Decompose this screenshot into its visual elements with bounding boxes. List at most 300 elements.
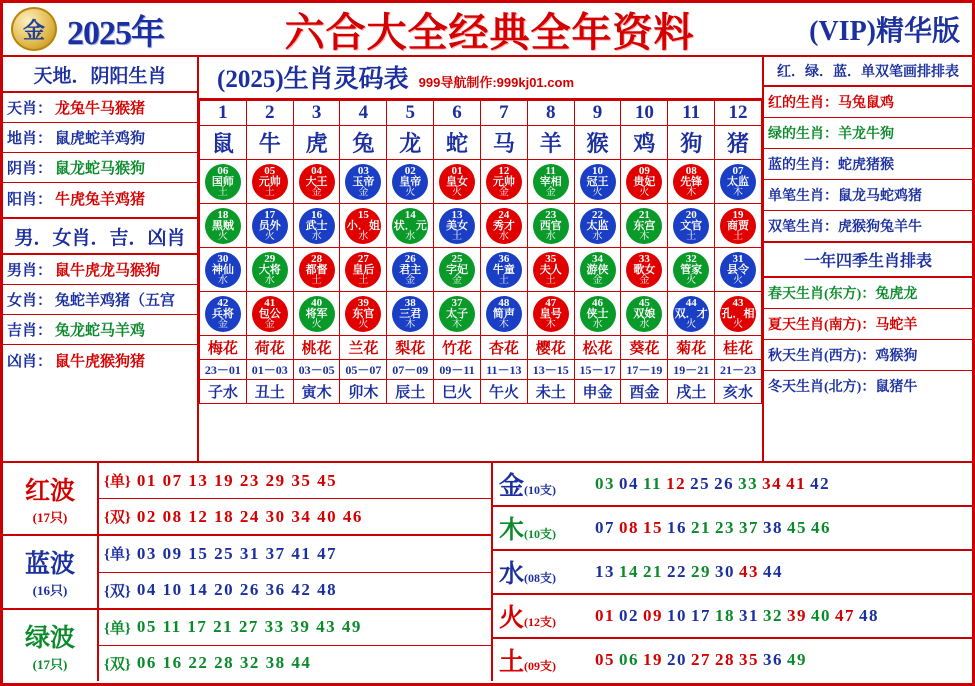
wave-name: 蓝波	[24, 551, 75, 579]
flower-name: 荷花	[246, 336, 293, 360]
heaven-earth-row	[3, 183, 197, 213]
code-ball	[293, 160, 340, 204]
element-number: 31	[739, 606, 759, 625]
code-ball	[621, 160, 668, 204]
code-ball	[480, 292, 527, 336]
element-number: 01	[595, 606, 615, 625]
wave-count: (16只)	[32, 583, 68, 599]
element-numbers	[595, 650, 972, 670]
hour-range: 11－13	[480, 360, 527, 380]
number-ball: 10 冠王 火	[580, 164, 616, 200]
code-ball	[340, 248, 387, 292]
element-label	[499, 466, 595, 502]
left-column	[3, 57, 199, 461]
hour-range: 17－19	[621, 360, 668, 380]
middle-column	[199, 57, 764, 461]
zodiac-table-title: (2025)生肖灵码表	[217, 66, 409, 93]
code-ball	[715, 204, 762, 248]
code-ball	[246, 248, 293, 292]
wave-number-row	[99, 610, 491, 646]
branch-element: 丑土	[246, 380, 293, 404]
code-ball	[200, 160, 247, 204]
number-ball: 13 美女 土	[439, 208, 475, 244]
page-title: 六合大全经典全年资料	[284, 9, 695, 55]
wave-rows	[99, 610, 491, 681]
element-number: 32	[763, 606, 783, 625]
wave-name: 红波	[24, 478, 75, 506]
element-number: 17	[691, 606, 711, 625]
season-zodiac-row: 秋天生肖(西方)：鸡猴狗	[764, 340, 972, 371]
column-number: 9	[574, 101, 621, 126]
branch-element: 辰土	[387, 380, 434, 404]
zodiac-name: 猴	[574, 126, 621, 160]
code-ball	[574, 204, 621, 248]
number-ball: 14 状．元 水	[393, 208, 427, 242]
wave-block	[3, 536, 491, 609]
flower-name: 樱花	[527, 336, 574, 360]
season-zodiac-row: 夏天生肖(南方)：马蛇羊	[764, 309, 972, 340]
column-number: 1	[200, 101, 247, 126]
wave-label	[3, 536, 99, 607]
column-number-row	[200, 101, 762, 126]
column-number: 7	[480, 101, 527, 126]
number-ball: 48 简声 木	[486, 296, 522, 332]
element-number: 23	[715, 518, 735, 537]
number-ball: 46 侠士 水	[580, 296, 616, 332]
code-ball	[715, 292, 762, 336]
element-number: 11	[643, 474, 663, 493]
element-name: 金	[499, 473, 525, 500]
zodiac-code-table	[199, 100, 762, 404]
element-number: 30	[715, 562, 735, 581]
code-ball	[668, 204, 715, 248]
code-ball	[387, 160, 434, 204]
hour-range: 13－15	[527, 360, 574, 380]
element-label	[499, 554, 595, 590]
heaven-earth-value: 牛虎兔羊鸡猪	[55, 191, 146, 208]
flower-name: 松花	[574, 336, 621, 360]
element-count: (08支)	[524, 571, 557, 585]
element-number: 14	[619, 562, 639, 581]
flower-name: 梅花	[200, 336, 247, 360]
right-section-title: 红．绿．蓝．单双笔画排排表	[764, 57, 972, 87]
element-number: 29	[691, 562, 711, 581]
element-number: 20	[667, 650, 687, 669]
code-ball-row	[200, 204, 762, 248]
element-number: 33	[738, 474, 759, 493]
color-zodiac-row: 单笔生肖：鼠龙马蛇鸡猪	[764, 180, 972, 211]
element-number: 41	[786, 474, 807, 493]
flower-name: 葵花	[621, 336, 668, 360]
element-number: 16	[667, 518, 687, 537]
wave-numbers: 01 07 13 19 23 29 35 45	[136, 470, 338, 490]
zodiac-table-header	[199, 57, 762, 100]
season-zodiac-row: 春天生肖(东方)：兔虎龙	[764, 278, 972, 309]
number-ball: 17 员外 火	[252, 208, 288, 244]
code-ball	[574, 248, 621, 292]
number-ball: 05 元帅 土	[252, 164, 288, 200]
column-number: 4	[340, 101, 387, 126]
zodiac-name: 鼠	[200, 126, 247, 160]
code-ball	[621, 204, 668, 248]
season-rows	[764, 278, 972, 401]
heaven-earth-value: 鼠虎蛇羊鸡狗	[55, 131, 146, 147]
odd-even-tag: {单}	[104, 547, 131, 564]
element-number: 04	[619, 474, 639, 493]
element-numbers	[595, 474, 972, 494]
element-block	[493, 507, 972, 551]
left-section2-title: 男．女肖．吉．凶肖	[3, 219, 197, 255]
code-ball	[574, 160, 621, 204]
code-ball	[621, 248, 668, 292]
header	[3, 3, 972, 57]
element-number: 05	[595, 650, 615, 669]
zodiac-name: 狗	[668, 126, 715, 160]
hour-range: 23－01	[200, 360, 247, 380]
number-ball: 06 国师 土	[205, 164, 241, 200]
element-number: 15	[643, 518, 663, 537]
heaven-earth-label: 阳肖：	[7, 191, 53, 208]
element-count: (10支)	[524, 527, 557, 541]
code-ball	[527, 160, 574, 204]
number-ball: 07 太监 木	[720, 164, 756, 200]
season-zodiac-row: 冬天生肖(北方)：鼠猪牛	[768, 380, 918, 395]
code-ball	[527, 248, 574, 292]
element-number: 07	[595, 518, 615, 537]
element-number: 34	[762, 474, 783, 493]
element-number: 21	[643, 562, 663, 581]
zodiac-name: 鸡	[621, 126, 668, 160]
code-ball	[293, 204, 340, 248]
code-ball	[434, 248, 481, 292]
color-zodiac-row: 双笔生肖：虎猴狗兔羊牛	[768, 220, 922, 235]
male-female-value: 兔龙蛇马羊鸡	[55, 323, 146, 339]
heaven-earth-label: 天肖：	[7, 101, 53, 117]
element-number: 36	[763, 650, 783, 669]
number-ball: 21 东宫 木	[626, 208, 662, 244]
logo-icon: 金	[11, 7, 57, 51]
number-ball: 39 东官 火	[345, 296, 381, 332]
element-number: 46	[811, 518, 831, 537]
wave-number-row	[99, 499, 491, 534]
heaven-earth-value: 鼠龙蛇马猴狗	[55, 161, 146, 177]
heaven-earth-label: 地肖：	[7, 131, 53, 147]
wave-name: 绿波	[24, 624, 75, 652]
code-ball	[668, 292, 715, 336]
zodiac-name: 蛇	[434, 126, 481, 160]
number-ball: 03 玉帝 金	[345, 164, 381, 200]
branch-element-row	[200, 380, 762, 404]
element-name: 水	[499, 561, 525, 588]
zodiac-name-row	[200, 126, 762, 160]
wave-numbers: 04 10 14 20 26 36 42 48	[136, 580, 338, 600]
number-ball: 34 游侠 金	[580, 252, 616, 288]
code-ball	[246, 204, 293, 248]
number-ball: 27 皇后 土	[345, 252, 381, 288]
code-ball-row	[200, 248, 762, 292]
code-ball	[246, 160, 293, 204]
element-number: 38	[763, 518, 783, 537]
element-number: 19	[643, 650, 663, 669]
code-ball	[340, 204, 387, 248]
element-count: (12支)	[524, 615, 557, 629]
five-elements-table	[493, 463, 972, 681]
male-female-label: 女肖：	[7, 293, 53, 309]
element-numbers	[595, 562, 972, 582]
number-ball: 20 文官 土	[673, 208, 709, 244]
male-female-value: 鼠牛虎猴狗猪	[55, 353, 146, 370]
male-female-value: 兔蛇羊鸡猪（五宫	[55, 293, 176, 309]
code-ball	[668, 248, 715, 292]
code-ball	[340, 292, 387, 336]
number-ball: 37 太子 木	[439, 296, 475, 332]
code-ball	[293, 248, 340, 292]
number-ball: 11 宰相 金	[533, 164, 569, 200]
code-ball	[340, 160, 387, 204]
number-ball: 41 包公 金	[252, 296, 288, 332]
element-number: 40	[811, 606, 831, 625]
element-name: 土	[499, 649, 525, 676]
code-ball	[434, 160, 481, 204]
hour-range: 05－07	[340, 360, 387, 380]
branch-element: 卯木	[340, 380, 387, 404]
element-number: 25	[690, 474, 711, 493]
wave-block	[3, 610, 491, 681]
male-female-label: 吉肖：	[7, 323, 53, 339]
vip-badge: (VIP)精华版	[809, 16, 960, 47]
code-ball	[480, 160, 527, 204]
wave-numbers: 05 11 17 21 27 33 39 43 49	[136, 617, 362, 637]
code-ball	[246, 292, 293, 336]
flower-name-row	[200, 336, 762, 360]
element-block	[493, 551, 972, 595]
zodiac-name: 羊	[527, 126, 574, 160]
element-number: 37	[739, 518, 759, 537]
element-number: 13	[595, 562, 615, 581]
hour-range: 15－17	[574, 360, 621, 380]
code-ball	[200, 248, 247, 292]
flower-name: 兰花	[340, 336, 387, 360]
code-ball	[200, 292, 247, 336]
color-zodiac-row: 蓝的生肖：蛇虎猪猴	[764, 149, 972, 180]
wave-number-row	[99, 573, 491, 608]
heaven-earth-row	[3, 153, 197, 183]
heaven-earth-label: 阴肖：	[7, 161, 53, 177]
branch-element: 申金	[574, 380, 621, 404]
hour-range: 01－03	[246, 360, 293, 380]
element-number: 03	[595, 474, 615, 493]
hour-range: 03－05	[293, 360, 340, 380]
element-number: 35	[739, 650, 759, 669]
element-number: 22	[667, 562, 687, 581]
element-number: 10	[667, 606, 687, 625]
zodiac-name: 猪	[715, 126, 762, 160]
odd-even-tag: {双}	[104, 583, 131, 600]
number-ball: 15 小．姐 水	[346, 208, 380, 242]
wave-label	[3, 463, 99, 534]
number-ball: 08 先锋 木	[673, 164, 709, 200]
element-block	[493, 595, 972, 639]
right-rows	[764, 87, 972, 241]
number-ball: 36 牛童 土	[486, 252, 522, 288]
left-rows-male-female	[3, 255, 197, 375]
number-ball: 32 管家 火	[673, 252, 709, 288]
code-ball	[621, 292, 668, 336]
flower-name: 桃花	[293, 336, 340, 360]
code-ball	[434, 204, 481, 248]
column-number: 6	[434, 101, 481, 126]
element-numbers	[595, 518, 972, 538]
hour-range: 21－23	[715, 360, 762, 380]
element-name: 火	[499, 605, 525, 632]
wave-count: (17只)	[32, 656, 68, 672]
element-number: 02	[619, 606, 639, 625]
code-ball	[387, 248, 434, 292]
wave-number-row	[99, 463, 491, 499]
season-section-title: 一年四季生肖排表	[764, 241, 972, 278]
element-number: 27	[691, 650, 711, 669]
zodiac-name: 龙	[387, 126, 434, 160]
flower-name: 竹花	[434, 336, 481, 360]
code-ball	[480, 248, 527, 292]
number-ball: 09 贵妃 火	[626, 164, 662, 200]
element-number: 08	[619, 518, 639, 537]
element-number: 21	[691, 518, 711, 537]
left-section1-title: 天地．阴阳生肖	[3, 57, 197, 93]
code-ball	[668, 160, 715, 204]
number-ball: 43 孔．相 火	[721, 296, 755, 330]
number-ball: 42 兵将 金	[205, 296, 241, 332]
zodiac-name: 虎	[293, 126, 340, 160]
element-number: 48	[859, 606, 879, 625]
branch-element: 巳火	[434, 380, 481, 404]
male-female-row	[3, 315, 197, 345]
zodiac-name: 马	[480, 126, 527, 160]
number-ball: 01 皇女 火	[439, 164, 475, 200]
code-ball	[715, 248, 762, 292]
right-column	[764, 57, 972, 461]
flower-name: 梨花	[387, 336, 434, 360]
number-ball: 04 大王 金	[299, 164, 335, 200]
element-label	[499, 510, 595, 546]
male-female-label: 男肖：	[7, 263, 53, 279]
zodiac-name: 兔	[340, 126, 387, 160]
wave-number-row	[99, 646, 491, 681]
number-ball: 44 双．才 火	[674, 296, 708, 330]
number-ball: 40 将军 火	[299, 296, 335, 332]
odd-even-tag: {双}	[104, 656, 131, 673]
branch-element: 子水	[200, 380, 247, 404]
wave-table	[3, 463, 493, 681]
odd-even-tag: {单}	[104, 474, 131, 491]
element-number: 06	[619, 650, 639, 669]
number-ball: 18 黑贼 火	[205, 208, 241, 244]
number-ball: 12 元帅 金	[486, 164, 522, 200]
number-ball: 35 夫人 土	[533, 252, 569, 288]
column-number: 11	[668, 101, 715, 126]
number-ball: 02 皇帝 火	[392, 164, 428, 200]
male-female-value: 鼠牛虎龙马猴狗	[55, 263, 161, 279]
number-ball: 23 西官 水	[533, 208, 569, 244]
element-number: 28	[715, 650, 735, 669]
body	[3, 57, 972, 463]
flower-name: 菊花	[668, 336, 715, 360]
number-ball: 30 神仙 水	[205, 252, 241, 288]
year-title: 2025年	[67, 14, 164, 52]
element-number: 42	[810, 474, 831, 493]
code-ball	[527, 204, 574, 248]
element-numbers	[595, 606, 972, 626]
code-ball	[527, 292, 574, 336]
number-ball: 38 三君 木	[392, 296, 428, 332]
color-zodiac-row: 红的生肖：马兔鼠鸡	[764, 87, 972, 118]
number-ball: 26 君主 金	[392, 252, 428, 288]
heaven-earth-row	[3, 93, 197, 123]
number-ball: 19 商贾 土	[720, 208, 756, 244]
number-ball: 24 秀才 水	[486, 208, 522, 244]
code-ball	[480, 204, 527, 248]
hour-range-row	[200, 360, 762, 380]
wave-count: (17只)	[32, 510, 68, 526]
element-number: 26	[714, 474, 735, 493]
heaven-earth-row	[3, 123, 197, 153]
element-number: 43	[739, 562, 759, 581]
wave-label	[3, 610, 99, 681]
branch-element: 未土	[527, 380, 574, 404]
number-ball: 16 武士 水	[299, 208, 335, 244]
column-number: 2	[246, 101, 293, 126]
number-ball: 25 字妃 金	[439, 252, 475, 288]
number-ball: 22 太监 水	[580, 208, 616, 244]
flower-name: 杏花	[480, 336, 527, 360]
element-block	[493, 639, 972, 681]
code-ball	[200, 204, 247, 248]
bottom-section	[3, 463, 972, 681]
code-ball	[715, 160, 762, 204]
element-count: (10支)	[524, 483, 557, 497]
branch-element: 寅木	[293, 380, 340, 404]
number-ball: 31 县令 火	[720, 252, 756, 288]
element-label	[499, 598, 595, 634]
column-number: 3	[293, 101, 340, 126]
column-number: 5	[387, 101, 434, 126]
male-female-row	[3, 255, 197, 285]
odd-even-tag: {单}	[104, 620, 131, 637]
color-zodiac-row: 绿的生肖：羊龙牛狗	[764, 118, 972, 149]
column-number: 10	[621, 101, 668, 126]
element-number: 45	[787, 518, 807, 537]
odd-even-tag: {双}	[104, 510, 131, 527]
number-ball: 29 大将 水	[252, 252, 288, 288]
number-ball: 47 皇号 木	[533, 296, 569, 332]
code-ball	[434, 292, 481, 336]
wave-numbers: 02 08 12 18 24 30 34 40 46	[136, 506, 363, 526]
number-ball: 45 双娘 水	[626, 296, 662, 332]
male-female-row	[3, 345, 197, 375]
branch-element: 午火	[480, 380, 527, 404]
hour-range: 07－09	[387, 360, 434, 380]
code-ball	[293, 292, 340, 336]
branch-element: 酉金	[621, 380, 668, 404]
element-number: 09	[643, 606, 663, 625]
wave-numbers: 03 09 15 25 31 37 41 47	[136, 543, 338, 563]
wave-rows	[99, 536, 491, 607]
zodiac-table-subtitle: 999导航制作:999kj01.com	[418, 75, 575, 90]
hour-range: 09－11	[434, 360, 481, 380]
wave-block	[3, 463, 491, 536]
element-name: 木	[499, 517, 525, 544]
wave-number-row	[99, 536, 491, 572]
